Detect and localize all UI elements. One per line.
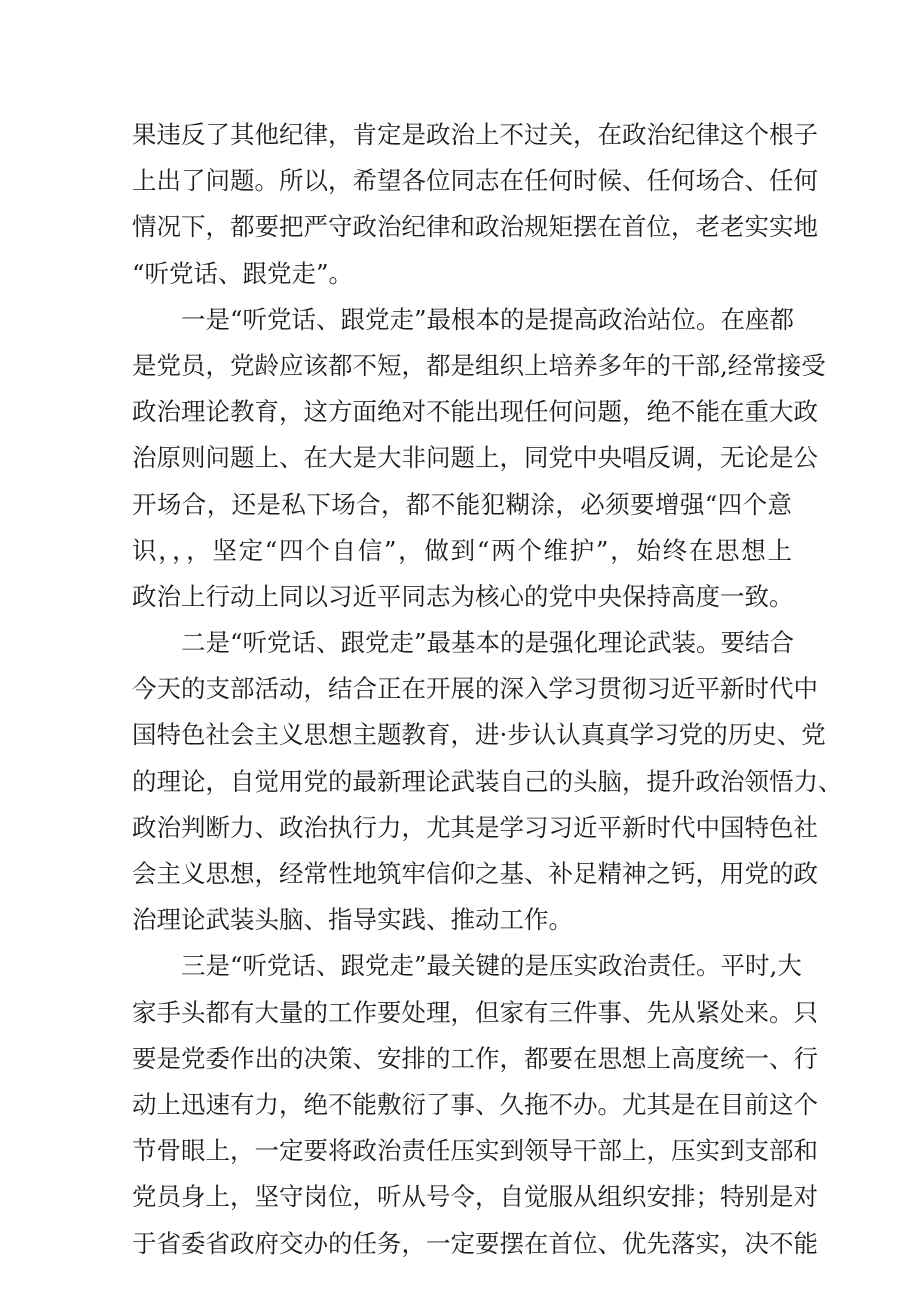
paragraph-1-line-4: “听党话、跟党走”。 bbox=[132, 258, 354, 288]
paragraph-3-line-1: 二是“听党话、跟党走”最基本的是强化理论武装。要结合 bbox=[181, 628, 795, 658]
paragraph-2-line-1: 一是“听党话、跟党走”最根本的是提高政治站位。在座都 bbox=[181, 304, 795, 334]
paragraph-2-line-4: 治原则问题上、在大是大非问题上，同党中央唱反调，无论是公 bbox=[132, 443, 818, 473]
paragraph-4-line-5: 节骨眼上，一定要将政治责任压实到领导干部上，压实到支部和 bbox=[132, 1136, 818, 1166]
paragraph-1-line-1: 果违反了其他纪律，肯定是政治上不过关，在政治纪律这个根子 bbox=[132, 120, 818, 149]
paragraph-2-line-5: 开场合，还是私下场合，都不能犯糊涂，必须要增强“四个意 bbox=[132, 489, 792, 519]
paragraph-3-line-3: 国特色社会主义思想主题教育，进·步认认真真学习党的历史、党 bbox=[132, 720, 826, 750]
paragraph-3-line-6: 会主义思想，经常性地筑牢信仰之基、补足精神之钙，用党的政 bbox=[132, 859, 818, 888]
paragraph-3-line-2: 今天的支部活动，结合正在开展的深入学习贯彻习近平新时代中 bbox=[132, 674, 818, 704]
paragraph-3-line-7: 治理论武装头脑、指导实践、推动工作。 bbox=[132, 905, 573, 935]
paragraph-3-line-5: 政治判断力、政治执行力，尤其是学习习近平新时代中国特色社 bbox=[132, 812, 818, 842]
paragraph-4-line-1: 三是“听党话、跟党走”最关键的是压实政治责任。平时,大 bbox=[181, 951, 802, 981]
paragraph-4-line-4: 动上迅速有力，绝不能敷衍了事、久拖不办。尤其是在目前这个 bbox=[132, 1089, 818, 1119]
paragraph-1-line-3: 情况下，都要把严守政治纪律和政治规矩摆在首位，老老实实地 bbox=[132, 212, 818, 242]
paragraph-4-line-6: 党员身上，坚守岗位，听从号令，自觉服从组织安排；特别是对 bbox=[132, 1182, 818, 1212]
paragraph-2-line-6: 识，，，坚定“四个自信”，做到“两个维护”，始终在思想上 bbox=[132, 535, 792, 565]
paragraph-2-line-2: 是党员，党龄应该都不短，都是组织上培养多年的干部,经常接受 bbox=[132, 350, 826, 380]
paragraph-4-line-2: 家手头都有大量的工作要处理，但家有三件事、先从紧处来。只 bbox=[132, 997, 818, 1027]
paragraph-1-line-2: 上出了问题。所以，希望各位同志在任何时候、任何场合、任何 bbox=[132, 166, 818, 196]
paragraph-2-line-7: 政治上行动上同以习近平同志为核心的党中央保持高度一致。 bbox=[132, 581, 794, 611]
paragraph-3-line-4: 的理论，自觉用党的最新理论武装自己的头脑，提升政治领悟力、 bbox=[132, 766, 843, 796]
document-body bbox=[132, 112, 843, 1267]
paragraph-2-line-3: 政治理论教育，这方面绝对不能出现任何问题，绝不能在重大政 bbox=[132, 397, 818, 427]
paragraph-4-line-7: 于省委省政府交办的任务，一定要摆在首位、优先落实，决不能 bbox=[132, 1228, 818, 1258]
paragraph-4-line-3: 要是党委作出的决策、安排的工作，都要在思想上高度统一、行 bbox=[132, 1043, 818, 1073]
